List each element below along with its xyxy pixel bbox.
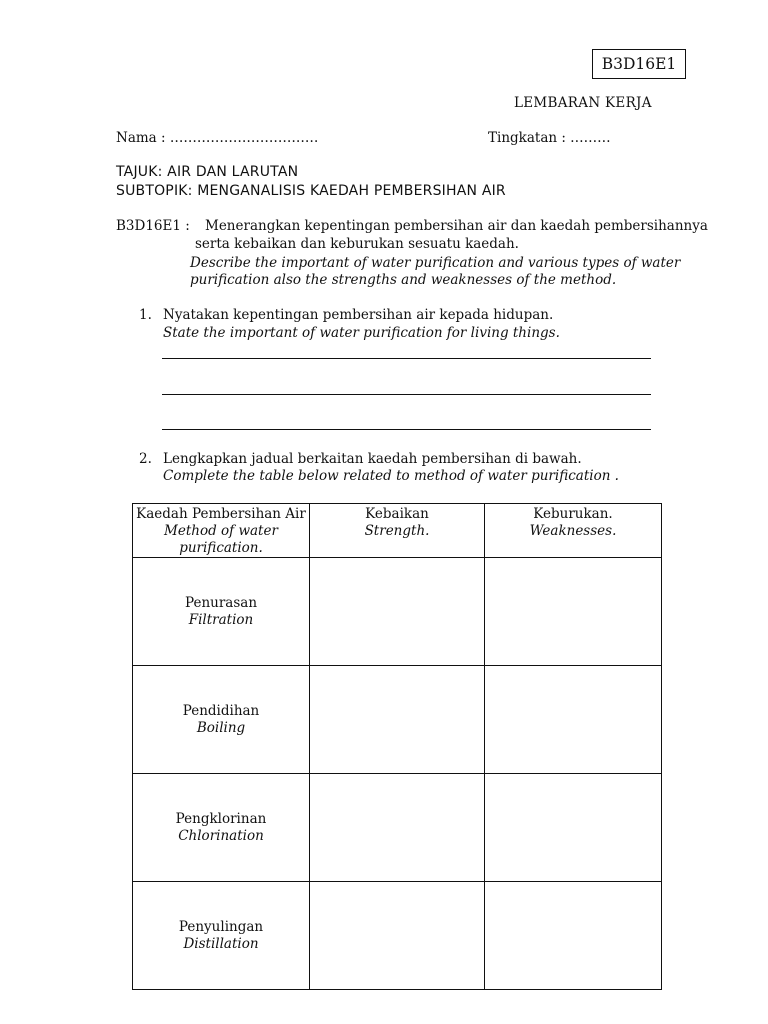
question-2-number: 2. — [139, 451, 152, 467]
form-field-label[interactable]: Tingkatan : ……… — [488, 130, 611, 146]
method-malay: Penurasan — [184, 594, 258, 611]
method-cell — [133, 774, 310, 882]
table-header-row — [133, 504, 662, 558]
answer-line[interactable] — [162, 394, 651, 395]
header-method-english-line2: purification. — [179, 540, 263, 556]
method-malay: Penyulingan — [178, 918, 264, 935]
header-method — [133, 504, 310, 558]
worksheet-code: B3D16E1 — [601, 55, 677, 73]
worksheet-code-box — [592, 49, 686, 79]
strength-answer-cell[interactable] — [310, 558, 485, 666]
question-1-english: State the important of water purification for living things. — [163, 325, 560, 341]
topic-title: TAJUK: AIR DAN LARUTAN — [116, 164, 299, 180]
purification-table — [132, 503, 662, 990]
header-weakness — [485, 504, 662, 558]
objective-malay-line1: Menerangkan kepentingan pembersihan air dan kaedah pembersihannya — [205, 218, 708, 234]
question-2-english: Complete the table below related to method of water purification . — [163, 468, 619, 484]
header-method-english-line1: Method of water — [164, 523, 278, 539]
weakness-answer-cell[interactable] — [485, 882, 662, 990]
header-method-malay: Kaedah Pembersihan Air — [136, 506, 306, 522]
header-weakness-english: Weaknesses. — [529, 523, 617, 539]
table-row — [133, 558, 662, 666]
objective-english-line1: Describe the important of water purification and various types of water — [190, 255, 681, 271]
header-strength-malay: Kebaikan — [365, 506, 429, 522]
method-english: Filtration — [188, 611, 254, 628]
method-malay: Pendidihan — [182, 702, 260, 719]
header-weakness-malay: Keburukan. — [533, 506, 613, 522]
strength-answer-cell[interactable] — [310, 774, 485, 882]
table-row — [133, 882, 662, 990]
header-strength-english: Strength. — [364, 523, 430, 539]
answer-line[interactable] — [162, 429, 651, 430]
worksheet-title: LEMBARAN KERJA — [514, 95, 652, 111]
objective-english-line2: purification also the strengths and weaknesses of the method. — [190, 272, 617, 288]
objective-code: B3D16E1 : — [116, 218, 190, 234]
table-row — [133, 774, 662, 882]
question-1-number: 1. — [139, 307, 152, 323]
method-cell — [133, 558, 310, 666]
method-english: Distillation — [183, 935, 259, 952]
strength-answer-cell[interactable] — [310, 882, 485, 990]
strength-answer-cell[interactable] — [310, 666, 485, 774]
question-2-malay: Lengkapkan jadual berkaitan kaedah pembersihan di bawah. — [163, 451, 582, 467]
header-strength — [310, 504, 485, 558]
method-cell — [133, 882, 310, 990]
weakness-answer-cell[interactable] — [485, 558, 662, 666]
weakness-answer-cell[interactable] — [485, 774, 662, 882]
table-row — [133, 666, 662, 774]
name-field-label[interactable]: Nama : …………………………… — [116, 130, 319, 146]
method-malay: Pengklorinan — [175, 810, 267, 827]
question-1-malay: Nyatakan kepentingan pembersihan air kepada hidupan. — [163, 307, 554, 323]
weakness-answer-cell[interactable] — [485, 666, 662, 774]
method-english: Boiling — [196, 719, 246, 736]
method-cell — [133, 666, 310, 774]
method-english: Chlorination — [178, 827, 264, 844]
subtopic-title: SUBTOPIK: MENGANALISIS KAEDAH PEMBERSIHAN AIR — [116, 183, 506, 199]
answer-line[interactable] — [162, 358, 651, 359]
objective-malay-line2: serta kebaikan dan keburukan sesuatu kaedah. — [195, 236, 519, 252]
